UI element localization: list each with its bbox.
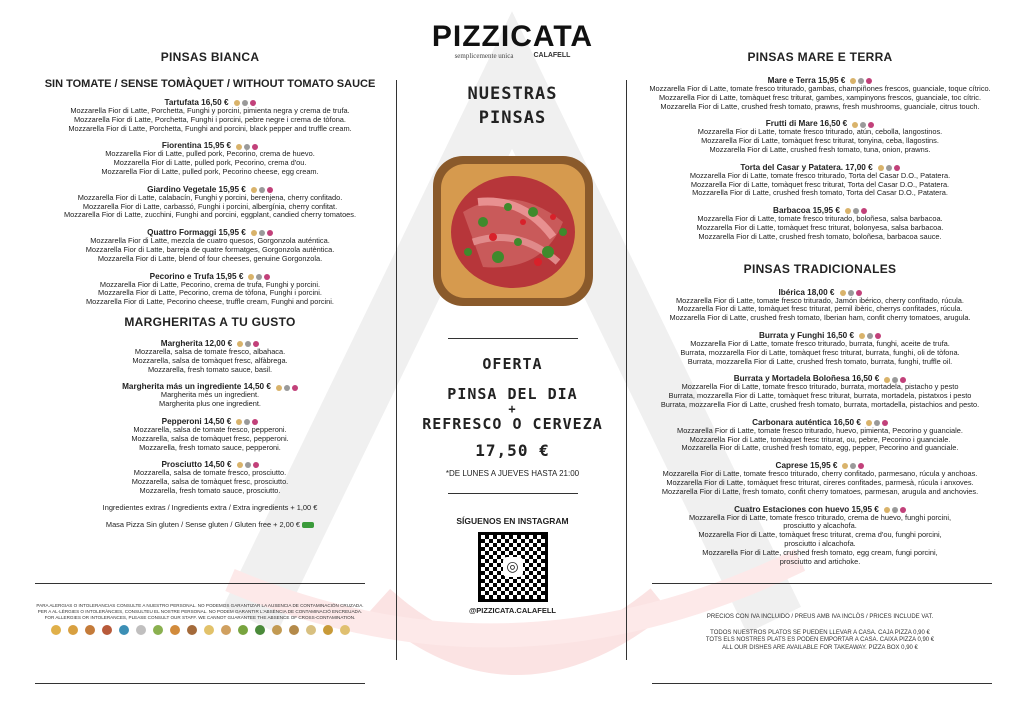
oferta-title: OFERTA — [482, 355, 543, 373]
allergen-legend-icon — [270, 625, 283, 635]
section-subtitle: SIN TOMATE / SENSE TOMÀQUET / WITHOUT TOMATO SAUCE — [44, 78, 376, 90]
divider-right — [626, 80, 627, 660]
menu-item-title: Pecorino e Trufa 15,95 € — [149, 271, 244, 281]
takeaway-note: ALL OUR DISHES ARE AVAILABLE FOR TAKEAWAY. PIZZA BOX 0,90 € — [722, 644, 918, 651]
takeaway-note: TOTS ELS NOSTRES PLATS ES PODEN EMPORTAR A CASA. CAIXA PIZZA 0,90 € — [705, 637, 935, 643]
allergy-line: FOR ALLERGIES OR INTOLERANCES, PLEASE CONSULT OUR STAFF. WE CANNOT GUARANTEE THE ABSENCE OF CROSS-CONTAMINATION. — [44, 615, 356, 620]
menu-item-description: Mozzarella Fior di Latte, tomàquet fresc triturat, bolonyesa, salsa barbacoa. — [696, 222, 944, 232]
allergen-icon — [284, 385, 290, 391]
allergen-legend-icon — [83, 625, 96, 635]
menu-item-description: Mozzarella Fior di Latte, tomate fresco triturado, burrata, funghi, aceite de trufa. — [690, 338, 950, 348]
middle-column — [405, 0, 620, 615]
menu-item-description: Mozzarella Fior di Latte, tomate fresco triturado, huevo, pimienta, Pecorino y guanciale. — [677, 425, 963, 435]
allergen-legend-icon — [304, 625, 317, 635]
menu-item-title: Carbonara auténtica 16,50 € — [752, 417, 861, 427]
allergen-icon — [840, 290, 846, 296]
menu-item-description: Mozzarella Fior di Latte, pulled pork, Pecorino, crema de huevo. — [105, 149, 315, 159]
menu-item-description: Mozzarella Fior di Latte, tomàquet fresc triturat, ou, pebre, Pecorino i guanciale. — [689, 434, 951, 444]
menu-item-description: Mozzarella Fior di Latte, Porchetta, Funghi i porcini, pebre negre i crema de tòfona. — [74, 114, 346, 124]
menu-item — [30, 185, 390, 220]
menu-item-description: Mozzarella Fior di Latte, Pecorino, crema de tòfona, Funghi i porcini. — [98, 288, 322, 298]
menu-item-description: Burrata, mozzarella Fior di Latte, tomàquet fresc triturat, burrata, mortadela, pistatxos i pesto — [668, 391, 972, 401]
instagram-qr-code[interactable] — [478, 532, 548, 602]
allergen-legend-icon — [168, 625, 181, 635]
menu-item-description: Mozzarella, salsa de tomàquet fresc, prosciutto. — [131, 477, 289, 487]
allergen-symbol — [255, 625, 265, 635]
gluten-line — [30, 521, 390, 530]
allergen-icon — [856, 290, 862, 296]
menu-item-description: Mozzarella Fior di Latte, crushed fresh tomato, egg, pepper, Pecorino and guanciale. — [681, 443, 959, 453]
menu-item-description: Mozzarella Fior di Latte, tomate fresco triturado, crema de huevo, funghi porcini, — [688, 512, 952, 522]
menu-item-description: Mozzarella Fior di Latte, crushed fresh tomato, prawns, fresh mushrooms, guanciale, citrus touch. — [660, 101, 980, 111]
menu-item-description: Mozzarella Fior di Latte, tomate fresco triturado, cherry confitado, parmesano, rúcula y anchoas. — [662, 469, 978, 479]
menu-item-description: prosciutto y alcachofa. — [783, 521, 857, 531]
menu-item-description: Mozzarella Fior di Latte, crushed fresh tomato, Torta del Casar D.O., Patatera. — [692, 188, 948, 198]
allergen-legend-icon — [338, 625, 351, 635]
menu-item — [630, 505, 1010, 567]
allergen-legend-icon — [219, 625, 232, 635]
left-column — [30, 0, 390, 529]
menu-item-description: Mozzarella Fior di Latte, tomate fresco triturado, atún, cebolla, langostinos. — [697, 127, 943, 137]
menu-item-description: Margherita més un ingredient. — [160, 390, 260, 400]
menu-item-title: Fiorentina 15,95 € — [161, 141, 232, 151]
allergen-symbol — [85, 625, 95, 635]
menu-item-description: Mozzarella, fresh tomato sauce, basil. — [147, 364, 273, 374]
menu-item-title: Barbacoa 15,95 € — [773, 206, 840, 216]
instagram-icon: ◎ — [503, 557, 523, 577]
menu-item — [30, 228, 390, 263]
menu-item-description: Mozzarella, salsa de tomate fresco, albahaca. — [134, 346, 286, 356]
logo-tagline: semplicemente unica — [454, 52, 514, 60]
right-footer — [630, 614, 1010, 652]
allergen-icon — [884, 507, 890, 513]
takeaway-note: TODOS NUESTROS PLATOS SE PUEDEN LLEVAR A CASA. CAJA PIZZA 0,90 € — [710, 629, 930, 636]
allergen-icon — [248, 274, 254, 280]
left-items — [30, 98, 390, 307]
menu-item-description: Mozzarella Fior di Latte, fresh tomato, confit cherry tomatoes, parmesan, arugula and anchovies. — [661, 486, 979, 496]
menu-item-description: prosciutto i alcachofa. — [784, 538, 856, 548]
menu-item-description: Burrata, mozzarella Fior di Latte, crushed fresh tomato, burrata, mortadella, pistachios and pesto. — [660, 399, 980, 409]
left-items2 — [30, 339, 390, 496]
menu-item-description: Mozzarella, salsa de tomate fresco, pepperoni. — [133, 424, 287, 434]
menu-item — [30, 272, 390, 307]
allergen-icon — [256, 274, 262, 280]
menu-item — [630, 418, 1010, 453]
allergen-legend-icon — [151, 625, 164, 635]
allergen-legend-icon — [100, 625, 113, 635]
allergen-legend-icon — [202, 625, 215, 635]
right-footer-rule-bottom — [652, 683, 992, 684]
menu-item-description: Mozzarella, salsa de tomàquet fresc, alfàbrega. — [132, 355, 288, 365]
menu-item-description: Mozzarella Fior di Latte, calabacín, Funghi y porcini, berenjena, cherry confitado. — [77, 192, 343, 202]
menu-item-description: Burrata, mozzarella Fior di Latte, tomàquet fresc triturat, burrata, funghi, oli de tòfona. — [680, 347, 960, 357]
menu-item-description: Mozzarella Fior di Latte, tomàquet fresc triturat, gambes, xampinyons frescos, guanciale, toc cítric. — [658, 92, 982, 102]
nuestras-pinsas-heading: NUESTRAS PINSAS — [467, 84, 558, 128]
menu-item-description: Mozzarella Fior di Latte, Porchetta, Funghi and porcini, black pepper and truffle cream. — [68, 123, 352, 133]
menu-item-title: Tartufata 16,50 € — [164, 98, 229, 107]
menu-item-description: Mozzarella Fior di Latte, pulled pork, Pecorino, crema d'ou. — [113, 158, 307, 168]
menu-item — [30, 382, 390, 409]
pizza-photo — [423, 142, 603, 322]
allergen-legend-icon — [66, 625, 79, 635]
instagram-heading: SÍGUENOS EN INSTAGRAM — [456, 515, 569, 526]
allergen-legend-icon — [49, 625, 62, 635]
menu-item — [30, 417, 390, 452]
oferta-rule-bottom — [448, 493, 578, 494]
allergen-icon — [264, 274, 270, 280]
menu-item-title: Quattro Formaggi 15,95 € — [147, 228, 246, 238]
section-title-bianca: PINSAS BIANCA — [160, 50, 260, 64]
menu-item-title: Margherita más un ingrediente 14,50 € — [122, 382, 271, 392]
menu-item — [30, 339, 390, 374]
menu-item-title: Mare e Terra 15,95 € — [767, 76, 846, 85]
menu-item-title: Burrata y Mortadela Boloñesa 16,50 € — [733, 374, 880, 384]
allergy-line: PER A AL·LÈRGIES O INTOLERÀNCIES, CONSULTEU EL NOSTRE PERSONAL. NO PODEM GARANTIR L'ABSÈNCIA DE CONTAMINACIÓ ENCREUADA. — [37, 609, 363, 614]
allergen-symbol — [102, 625, 112, 635]
menu-item-title: Giardino Vegetale 15,95 € — [147, 184, 246, 194]
vat-note: PRECIOS CON IVA INCLUIDO / PREUS AMB IVA INCLÒS / PRICES INCLUDE VAT. — [706, 614, 934, 620]
menu-item-title: Ibérica 18,00 € — [778, 287, 835, 297]
allergen-icon — [874, 420, 880, 426]
allergen-symbol — [306, 625, 316, 635]
pinsa-del-dia: PINSA DEL DIA — [447, 385, 578, 403]
menu-item-description: Mozzarella Fior di Latte, tomate fresco triturado, gambas, champiñones frescos, guanciale, toque cítrico. — [649, 84, 991, 93]
section-title-mare-terra: PINSAS MARE E TERRA — [747, 50, 893, 64]
allergen-legend-icon — [287, 625, 300, 635]
offer-schedule: *DE LUNES A JUEVES HASTA 21:00 — [445, 469, 580, 478]
menu-item-description: Burrata, mozzarella Fior di Latte, crushed fresh tomato, burrata, funghi, truffle oil. — [687, 356, 953, 366]
menu-item-description: Mozzarella Fior di Latte, tomàquet fresc triturat, cireres confitades, parmesà, rúcula i anxoves. — [666, 477, 974, 487]
allergen-symbol — [323, 625, 333, 635]
logo — [405, 20, 620, 60]
left-footer-rule-bottom — [35, 683, 365, 684]
allergen-legend-icon — [236, 625, 249, 635]
menu-item-description: Mozzarella Fior di Latte, Pecorino cheese, truffle cream, Funghi and porcini. — [86, 297, 334, 307]
menu-item-description: Mozzarella Fior di Latte, Pecorino, crema de trufa, Funghi y porcini. — [99, 279, 321, 289]
menu-item — [630, 76, 1010, 111]
allergy-line: PARA ALERGIAS O INTOLERANCIAS CONSULTE A NUESTRO PERSONAL. NO PODEMOS GARANTIZAR LA AUSENCIA DE CONTAMINACIÓN CRUZADA. — [36, 603, 364, 608]
allergen-symbol — [68, 625, 78, 635]
allergen-symbol — [136, 625, 146, 635]
menu-item — [630, 288, 1010, 323]
menu-item-description: Mozzarella Fior di Latte, Porchetta, Funghi y porcini, pimienta negra y crema de trufa. — [70, 106, 350, 115]
menu-item — [30, 460, 390, 495]
allergy-notice — [30, 603, 370, 635]
menu-item-description: prosciutto and artichoke. — [779, 556, 861, 566]
allergen-symbol — [187, 625, 197, 635]
plus-sign: + — [508, 402, 517, 416]
menu-item-description: Mozzarella Fior di Latte, crushed fresh tomato, boloñesa, barbacoa sauce. — [698, 231, 942, 241]
menu-item-description: Mozzarella Fior di Latte, zucchini, Funghi and porcini, eggplant, candied cherry tomatoes. — [63, 210, 357, 220]
logo-text: PIZZICATA — [431, 20, 594, 53]
instagram-handle[interactable]: @PIZZICATA.CALAFELL — [468, 605, 557, 615]
allergen-legend-icon — [134, 625, 147, 635]
menu-item — [630, 206, 1010, 241]
allergen-icon — [276, 385, 282, 391]
allergen-icon — [882, 420, 888, 426]
left-footer-rule-top — [35, 583, 365, 584]
allergen-symbol — [119, 625, 129, 635]
right-items2 — [630, 288, 1010, 567]
section-title-margheritas: MARGHERITAS A TU GUSTO — [124, 314, 296, 329]
menu-item-description: Mozzarella Fior di Latte, crushed fresh tomato, Iberian ham, confit cherry tomatoes, arugula. — [669, 313, 971, 323]
menu-item-description: Mozzarella Fior di Latte, tomàquet fresc triturat, pernil ibèric, cherrys confitades, rúcula. — [677, 304, 963, 314]
allergen-icons — [30, 625, 370, 635]
menu-item-description: Mozzarella Fior di Latte, tomàquet fresc triturat, Torta del Casar D.O., Patatera. — [690, 179, 950, 189]
menu-item-title: Pepperoni 14,50 € — [161, 416, 232, 426]
allergen-legend-icon — [117, 625, 130, 635]
menu-item — [30, 98, 390, 133]
menu-item — [630, 163, 1010, 198]
menu-item-description: Mozzarella Fior di Latte, blend of four cheeses, genuine Gorgonzola. — [97, 253, 323, 263]
allergen-icon — [848, 290, 854, 296]
menu-item-title: Cuatro Estaciones con huevo 15,95 € — [734, 504, 879, 514]
oferta-rule-top — [448, 338, 578, 339]
allergen-icon — [900, 507, 906, 513]
menu-item-title: Torta del Casar y Patatera. 17,00 € — [740, 162, 873, 172]
allergen-symbol — [340, 625, 350, 635]
menu-item-description: Mozzarella Fior di Latte, crushed fresh tomato, egg cream, fungi porcini, — [702, 547, 938, 557]
allergen-symbol — [170, 625, 180, 635]
menu-item-description: Mozzarella, fresh tomato sauce, prosciutto. — [139, 485, 281, 495]
right-items — [630, 76, 1010, 242]
menu-item — [630, 331, 1010, 366]
menu-item-title: Margherita 12,00 € — [160, 338, 233, 348]
allergen-icon — [866, 420, 872, 426]
menu-item-title: Frutti di Mare 16,50 € — [765, 119, 848, 129]
menu-item — [630, 119, 1010, 154]
menu-item-description: Mozzarella Fior di Latte, pulled pork, Pecorino cheese, egg cream. — [101, 166, 319, 176]
menu-item-description: Mozzarella Fior di Latte, barreja de quatre formatges, Gorgonzola autèntica. — [85, 244, 335, 254]
menu-item-description: Mozzarella Fior di Latte, mezcla de cuatro quesos, Gorgonzola auténtica. — [90, 236, 330, 246]
menu-item-description: Mozzarella Fior di Latte, tomate fresco triturado, Torta del Casar D.O., Patatera. — [689, 170, 951, 180]
offer-price: 17,50 € — [475, 441, 550, 460]
menu-item-title: Burrata y Funghi 16,50 € — [758, 330, 855, 340]
menu-item — [630, 374, 1010, 409]
allergen-symbol — [221, 625, 231, 635]
menu-item-description: Mozzarella Fior di Latte, tomate fresco triturado, Jamón ibérico, cherry confitado, rúcula. — [676, 295, 964, 305]
pizza-image — [423, 142, 603, 322]
divider-left — [396, 80, 397, 660]
extras-line: Ingredientes extras / Ingredients extra / Extra ingredients + 1,00 € — [102, 502, 318, 512]
menu-item-description: Mozzarella, salsa de tomate fresco, prosciutto. — [133, 468, 287, 478]
allergen-symbol — [289, 625, 299, 635]
menu-item-description: Mozzarella Fior di Latte, crushed fresh tomato, tuna, onion, prawns. — [709, 144, 931, 154]
allergen-symbol — [238, 625, 248, 635]
menu-item-description: Mozzarella, salsa de tomàquet fresc, pepperoni. — [131, 433, 289, 443]
menu-item-description: Mozzarella Fior di Latte, tomate fresco triturado, burrata, mortadela, pistacho y pesto — [681, 382, 959, 392]
allergen-icon — [292, 385, 298, 391]
allergen-icons-inline — [274, 384, 298, 391]
allergen-legend-icon — [321, 625, 334, 635]
allergen-symbol — [272, 625, 282, 635]
gluten-text: Masa Pizza Sin gluten / Sense gluten / Gluten free + 2,00 € — [105, 519, 301, 529]
gluten-free-icon — [302, 522, 314, 528]
menu-item-description: Margherita plus one ingredient. — [159, 399, 261, 409]
logo-location: CALAFELL — [533, 52, 571, 59]
menu-item — [30, 141, 390, 176]
menu-item — [630, 461, 1010, 496]
menu-item-description: Mozzarella, fresh tomato sauce, pepperoni. — [139, 442, 281, 452]
menu-item-description: Mozzarella Fior di Latte, tomate fresco triturado, boloñesa, salsa barbacoa. — [697, 214, 943, 224]
allergen-symbol — [51, 625, 61, 635]
allergen-symbol — [204, 625, 214, 635]
menu-item-description: Mozzarella Fior di Latte, carbassó, Funghi i porcini, albergínia, cherry confitat. — [82, 201, 338, 211]
allergen-icon — [892, 507, 898, 513]
section-title-tradicionales: PINSAS TRADICIONALES — [743, 261, 897, 276]
right-footer-rule-top — [652, 583, 992, 584]
allergen-legend-icon — [185, 625, 198, 635]
refresco-cerveza: REFRESCO O CERVEZA — [422, 415, 603, 433]
menu-item-description: Mozzarella Fior di Latte, tomàquet fresc triturat, crema d'ou, funghi porcini, — [698, 530, 942, 540]
allergen-legend-icon — [253, 625, 266, 635]
menu-item-description: Mozzarella Fior di Latte, tomàquet fresc triturat, tonyina, ceba, llagostins. — [701, 136, 939, 146]
allergen-symbol — [153, 625, 163, 635]
right-column — [630, 0, 1010, 574]
menu-item-title: Caprese 15,95 € — [775, 461, 838, 471]
menu-item-title: Prosciutto 14,50 € — [161, 460, 232, 470]
